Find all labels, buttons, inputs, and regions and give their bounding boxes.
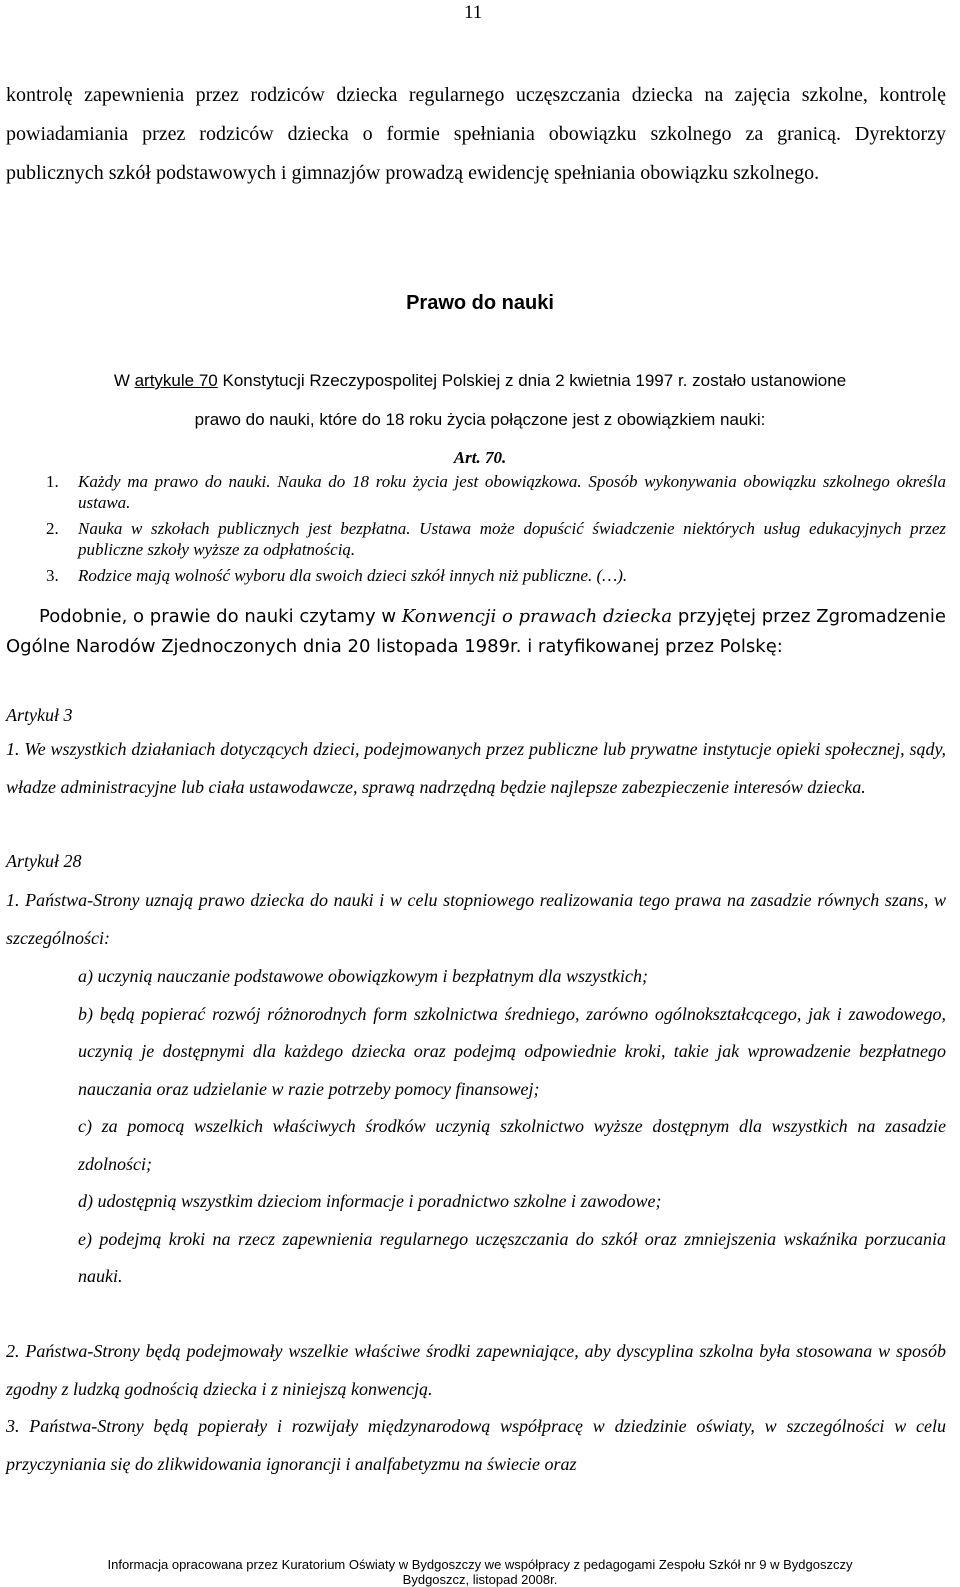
convention-before: Podobnie, o prawie do nauki czytamy w bbox=[39, 606, 402, 627]
art70-title: Art. 70. bbox=[453, 448, 507, 467]
footer-line-1: Informacja opracowana przez Kuratorium Oświaty w Bydgoszczy we współpracy z pedagogami Zespołu Szkół nr 9 w Bydgoszczy bbox=[107, 1557, 853, 1572]
section-title: Prawo do nauki bbox=[406, 292, 554, 314]
convention-paragraph bbox=[6, 602, 946, 662]
article-28-label: Artykuł 28 bbox=[6, 851, 82, 871]
art70-item-text: Każdy ma prawo do nauki. Nauka do 18 roku życia jest obowiązkowa. Sposób wykonywania obowiązku szkolnego określa ustawa. bbox=[78, 472, 946, 512]
constitution-line-1 bbox=[0, 371, 960, 391]
constitution-line-2: prawo do nauki, które do 18 roku życia połączone jest z obowiązkiem nauki: bbox=[194, 410, 766, 429]
convention-after: przyjętej przez Zgromadzenie Ogólne Narodów Zjednoczonych dnia 20 listopada 1989r. i ratyfikowanej przez Polskę: bbox=[6, 606, 947, 657]
convention-title: Konwencji o prawach dziecka bbox=[401, 606, 673, 627]
article-28-item-c: c) za pomocą wszelkich właściwych środków uczynią szkolnictwo wyższe dostępnym dla wszystkich na zasadzie zdolności; bbox=[78, 1116, 946, 1174]
art70-list bbox=[46, 472, 946, 587]
article-28-item-a: a) uczynią nauczanie podstawowe obowiązkowym i bezpłatnym dla wszystkich; bbox=[78, 966, 648, 986]
article-28-items bbox=[78, 958, 946, 1296]
art70-item-number: 1. bbox=[46, 472, 59, 491]
article-28-item-b: b) będą popierać rozwój różnorodnych form szkolnictwa średniego, zarówno ogólnokształcącego, jak i zawodowego, uczynią je dostępnymi dla każdego dziecka oraz podejmą odpowiednie kroki, takie jak wprowadzenie bezpłatnego nauczania oraz udzielanie w razie potrzeby pomocy finansowej; bbox=[78, 1003, 946, 1099]
art70-item-number: 3. bbox=[46, 566, 59, 585]
page-number: 11 bbox=[464, 2, 483, 23]
footer-line-2: Bydgoszcz, listopad 2008r. bbox=[402, 1572, 558, 1587]
art70-item-1 bbox=[46, 472, 946, 513]
art70-item-2 bbox=[46, 519, 946, 560]
article-28-item-d: d) udostępnią wszystkim dzieciom informacje i poradnictwo szkolne i zawodowe; bbox=[78, 1191, 662, 1211]
constitution-suffix: Konstytucji Rzeczypospolitej Polskiej z dnia 2 kwietnia 1997 r. zostało ustanowione bbox=[217, 371, 847, 390]
article-3-paragraph: 1. We wszystkich działaniach dotyczących dzieci, podejmowanych przez publiczne lub prywatne instytucje opieki społecznej, sądy, władze administracyjne lub ciała ustawodawcze, sprawą nadrzędną będzie najlepsze zabezpieczenie interesów dziecka. bbox=[6, 739, 946, 797]
article-28-p3: 3. Państwa-Strony będą popierały i rozwijały międzynarodową współpracę w dziedzinie oświaty, w szczególności w celu przyczyniania się do zlikwidowania ignorancji i analfabetyzmu na świecie oraz bbox=[6, 1416, 946, 1474]
intro-paragraph bbox=[6, 76, 946, 193]
art70-item-text: Nauka w szkołach publicznych jest bezpłatna. Ustawa może dopuścić świadczenie niektórych usług edukacyjnych przez publiczne szkoły wyższe za odpłatnością. bbox=[78, 519, 946, 559]
art70-item-text: Rodzice mają wolność wyboru dla swoich dzieci szkół innych niż publiczne. (…). bbox=[78, 566, 628, 585]
article-28-item-e: e) podejmą kroki na rzecz zapewnienia regularnego uczęszczania do szkół oraz zmniejszenia wskaźnika porzucania nauki. bbox=[78, 1228, 946, 1286]
article-3-label: Artykuł 3 bbox=[6, 705, 73, 725]
article-28-paragraphs-2-3 bbox=[6, 1333, 946, 1483]
constitution-prefix: W bbox=[113, 371, 135, 390]
art70-item-number: 2. bbox=[46, 519, 59, 538]
art70-item-3 bbox=[46, 566, 946, 587]
article-28-p2: 2. Państwa-Strony będą podejmowały wszelkie właściwe środki zapewniające, aby dyscyplina szkolna była stosowana w sposób zgodny z ludzką godnością dziecka i z niniejszą konwencją. bbox=[6, 1341, 946, 1399]
article-3-text bbox=[6, 731, 946, 806]
article-28-p1: 1. Państwa-Strony uznają prawo dziecka do nauki i w celu stopniowego realizowania tego prawa na zasadzie równych szans, w szczególności: bbox=[6, 890, 946, 948]
article-28-paragraph-1 bbox=[6, 882, 946, 957]
intro-text: kontrolę zapewnienia przez rodziców dziecka regularnego uczęszczania dziecka na zajęcia szkolne, kontrolę powiadamiania przez rodziców dziecka o formie spełniania obowiązku szkolnego za granicą. Dyrektorzy publicznych szkół podstawowych i gimnazjów prowadzą ewidencję spełniania obowiązku szkolnego. bbox=[6, 84, 946, 184]
article-70-link[interactable]: artykule 70 bbox=[134, 371, 218, 390]
